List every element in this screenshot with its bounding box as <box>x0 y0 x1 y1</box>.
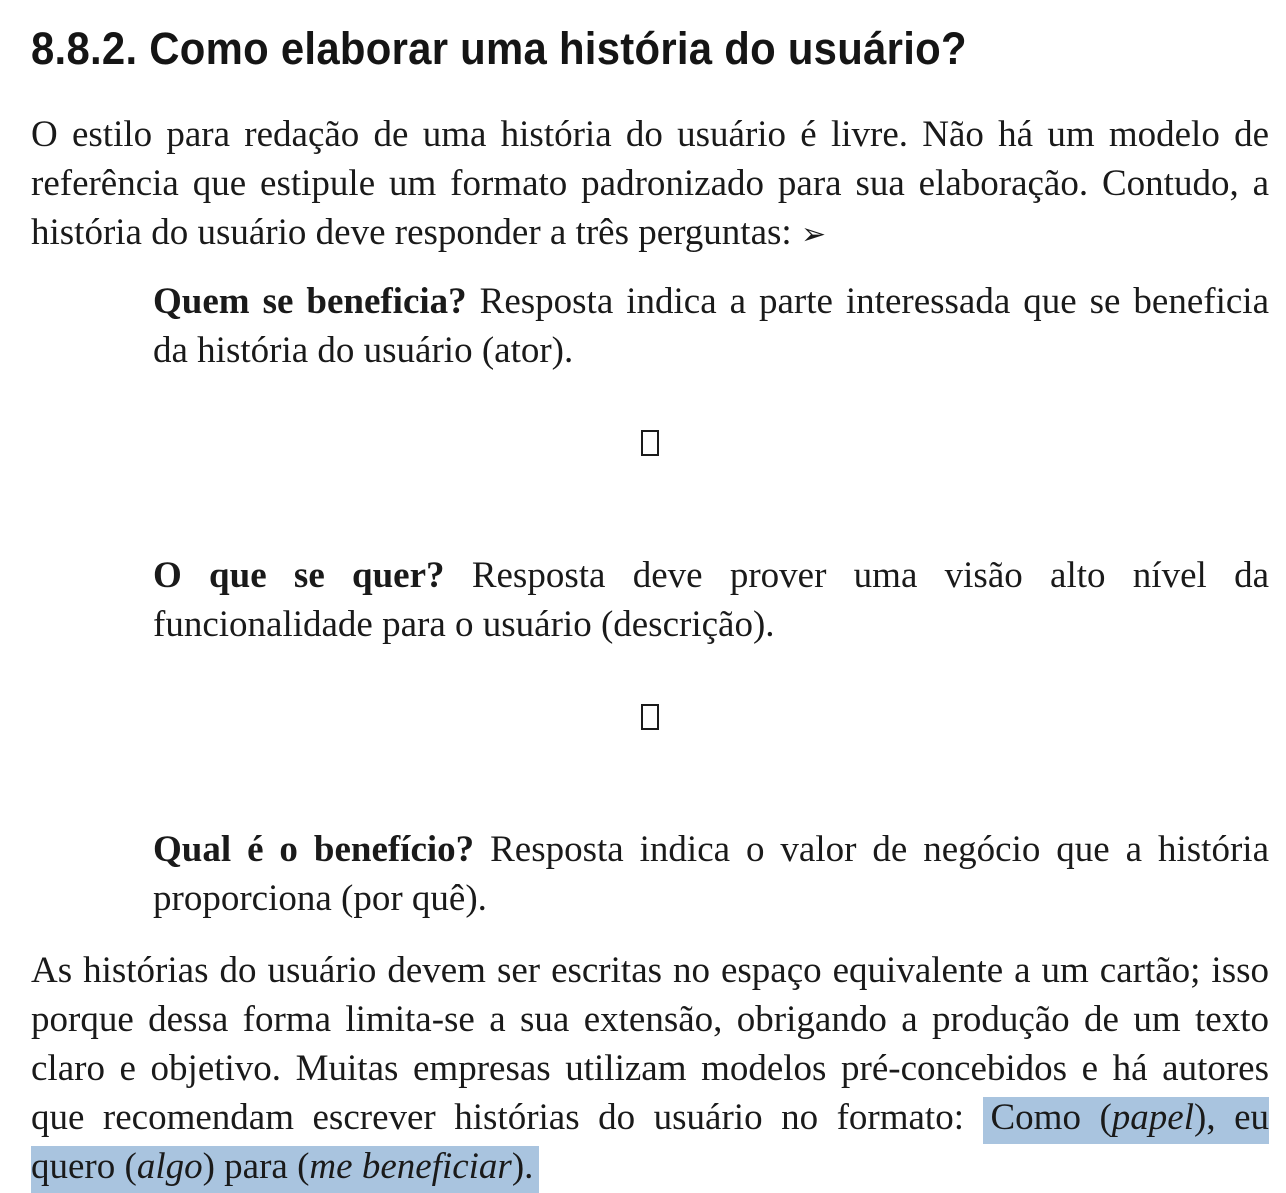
template-role: papel <box>1111 1097 1194 1138</box>
arrow-bullet-icon: ➢ <box>800 217 827 252</box>
intro-paragraph <box>31 110 1269 259</box>
question-text: Resposta indica o valor de negócio que a história proporciona (por quê). <box>153 829 1269 919</box>
closing-text: As histórias do usuário devem ser escritas no espaço equivalente a um cartão; isso porque dessa forma limita-se a sua extensão, obrigando a produção de um texto claro e objetivo. Muitas empresas utilizam modelos pré-concebidos e há autores que recomendam escrever histórias do usuário no formato: <box>31 950 1269 1138</box>
closing-paragraph <box>31 946 1269 1191</box>
question-term: O que se quer? <box>153 555 445 596</box>
missing-glyph-box-icon <box>641 430 659 456</box>
question-text: Resposta deve prover uma visão alto nível da funcionalidade para o usuário (descrição). <box>153 555 1269 645</box>
template-part: ). <box>511 1146 534 1187</box>
document-page <box>31 18 1269 1191</box>
question-text: Resposta indica a parte interessada que se beneficia da história do usuário (ator). <box>153 281 1269 371</box>
template-part: ) para ( <box>202 1146 310 1187</box>
missing-glyph-box-icon <box>641 704 659 730</box>
question-who-benefits <box>153 277 1269 375</box>
bullet-separator <box>31 375 1269 551</box>
section-heading: 8.8.2. Como elaborar uma história do usuário? <box>31 23 967 74</box>
template-want: algo <box>136 1146 203 1187</box>
template-part: Como ( <box>990 1097 1112 1138</box>
template-part: ), eu quero ( <box>31 1097 1270 1187</box>
question-term: Quem se beneficia? <box>153 281 467 322</box>
template-benefit: me beneficiar <box>309 1146 512 1187</box>
question-what-wanted <box>153 551 1269 649</box>
bullet-separator <box>31 649 1269 825</box>
intro-text: O estilo para redação de uma história do usuário é livre. Não há um modelo de referência que estipule um formato padronizado para sua elaboração. Contudo, a história do usuário deve responder a três perguntas: <box>31 114 1269 253</box>
question-what-benefit <box>153 825 1269 923</box>
question-term: Qual é o benefício? <box>153 829 475 870</box>
